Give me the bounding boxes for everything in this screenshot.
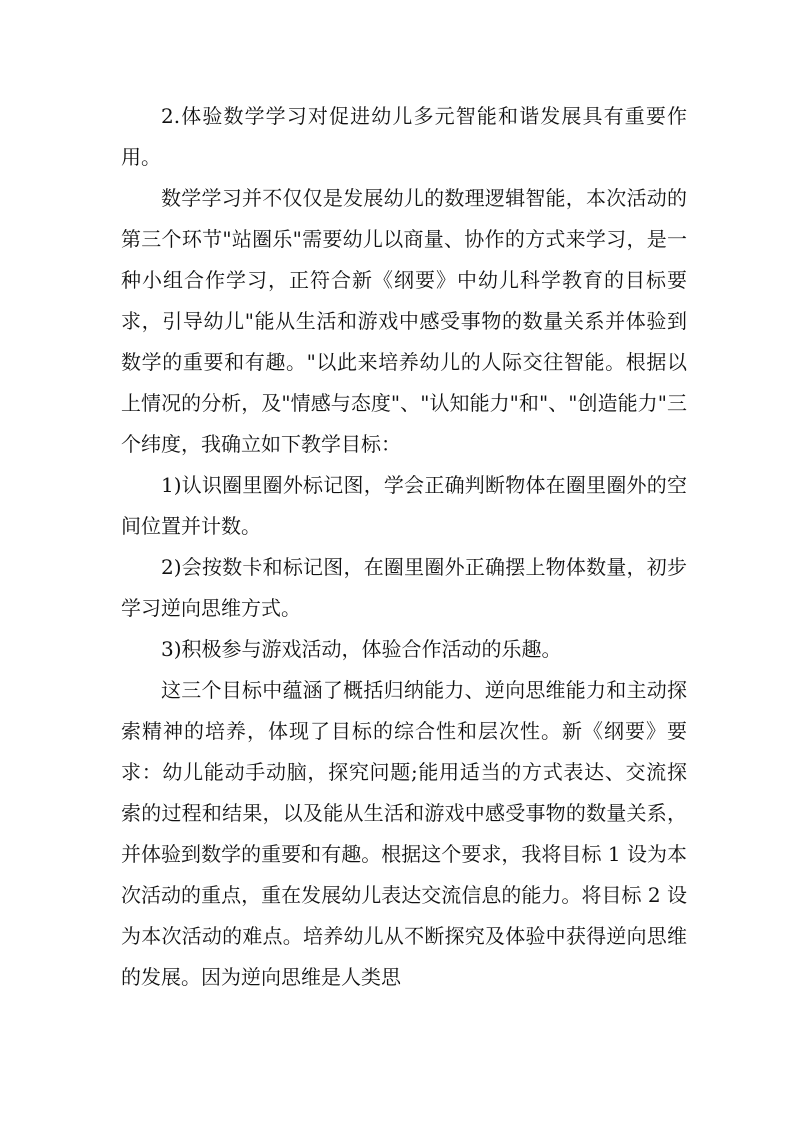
paragraph-goal-2-heading: 2.体验数学学习对促进幼儿多元智能和谐发展具有重要作用。: [121, 104, 687, 169]
document-body: [121, 96, 687, 998]
paragraph-objective-3: 3)积极参与游戏活动，体验合作活动的乐趣。: [161, 637, 562, 661]
paragraph-objectives-analysis: 这三个目标中蕴涵了概括归纳能力、逆向思维能力和主动探索精神的培养，体现了目标的综合性和层次性。新《纲要》要求：幼儿能动手动脑，探究问题;能用适当的方式表达、交流探索的过程和结果，以及能从生活和游戏中感受事物的数量关系，并体验到数学的重要和有趣。根据这个要求，我将目标 1 设为本次活动的重点，重在发展幼儿表达交流信息的能力。将目标 2 设为本次活动的难点。培养幼儿从不断探究及体验中获得逆向思维的发展。因为逆向思维是人类思: [121, 678, 687, 989]
paragraph-objective-1: 1)认识圈里圈外标记图，学会正确判断物体在圈里圈外的空间位置并计数。: [121, 473, 687, 538]
paragraph-objective-2: 2)会按数卡和标记图，在圈里圈外正确摆上物体数量，初步学习逆向思维方式。: [121, 555, 687, 620]
paragraph-math-learning: 数学学习并不仅仅是发展幼儿的数理逻辑智能，本次活动的第三个环节"站圈乐"需要幼儿以商量、协作的方式来学习，是一种小组合作学习，正符合新《纲要》中幼儿科学教育的目标要求，引导幼儿"能从生活和游戏中感受事物的数量关系并体验到数学的重要和有趣。"以此来培养幼儿的人际交往智能。根据以上情况的分析，及"情感与态度"、"认知能力"和"、"创造能力"三个纬度，我确立如下教学目标：: [121, 186, 687, 456]
